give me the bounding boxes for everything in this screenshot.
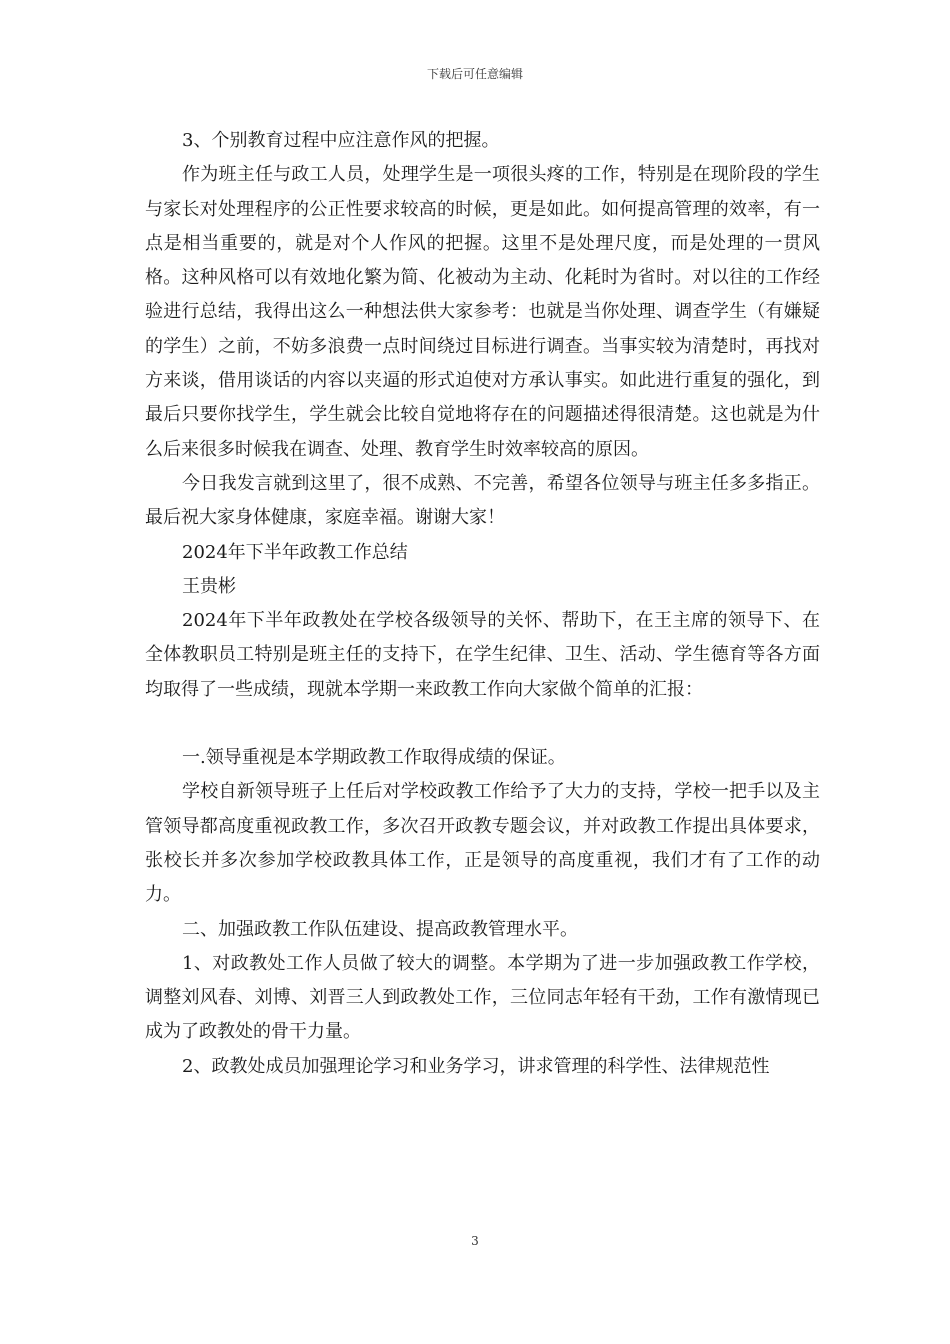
author-name: 王贵彬 bbox=[182, 575, 236, 597]
paragraph-leadership: 学校自新领导班子上任后对学校政教工作给予了大力的支持，学校一把手以及主管领导都高度重视政教工作，多次召开政教专题会议，并对政教工作提出具体要求，张校长并多次参加学校政教具体工作，正是领导的高度重视，我们才有了工作的动力。 bbox=[145, 781, 820, 906]
section-title: 2024年下半年政教工作总结 bbox=[182, 541, 408, 563]
heading-two: 二、加强政教工作队伍建设、提高政教管理水平。 bbox=[182, 918, 578, 940]
paragraph-1: 3、个别教育过程中应注意作风的把握。 bbox=[182, 130, 500, 151]
page-header: 下载后可任意编辑 bbox=[426, 67, 523, 81]
paragraph-2: 作为班主任与政工人员，处理学生是一项很头疼的工作，特别是在现阶段的学生与家长对处理程序的公正性要求较高的时候，更是如此。如何提高管理的效率，有一点是相当重要的，就是对个人作风的把握。这里不是处理尺度，而是处理的一贯风格。这种风格可以有效地化繁为简、化被动为主动、化耗时为省时。对以往的工作经验进行总结，我得出这么一种想法供大家参考：也就是当你处理、调查学生（有嫌疑的学生）之前，不妨多浪费一点时间绕过目标进行调查。当事实较为清楚时，再找对方来谈，借用谈话的内容以夹逼的形式迫使对方承认事实。如此进行重复的强化，到最后只要你找学生，学生就会比较自觉地将存在的问题描述得很清楚。这也就是为什么后来很多时候我在调查、处理、教育学生时效率较高的原因。 bbox=[145, 164, 820, 460]
paragraph-study: 2、政教处成员加强理论学习和业务学习，讲求管理的科学性、法律规范性 bbox=[182, 1055, 770, 1077]
paragraph-intro: 2024年下半年政教处在学校各级领导的关怀、帮助下，在王主席的领导下、在全体教职员工特别是班主任的支持下，在学生纪律、卫生、活动、学生德育等各方面均取得了一些成绩，现就本学期一来政教工作向大家做个简单的汇报： bbox=[145, 610, 820, 700]
document-body bbox=[145, 124, 820, 1084]
paragraph-3: 今日我发言就到这里了，很不成熟、不完善，希望各位领导与班主任多多指正。最后祝大家身体健康，家庭幸福。谢谢大家！ bbox=[145, 472, 820, 529]
paragraph-staff: 1、对政教处工作人员做了较大的调整。本学期为了进一步加强政教工作学校，调整刘风春、刘博、刘晋三人到政教处工作，三位同志年轻有干劲，工作有激情现已成为了政教处的骨干力量。 bbox=[145, 952, 820, 1043]
page-number: 3 bbox=[471, 1234, 479, 1248]
blank-line bbox=[145, 707, 820, 741]
heading-one: 一.领导重视是本学期政教工作取得成绩的保证。 bbox=[182, 747, 566, 769]
